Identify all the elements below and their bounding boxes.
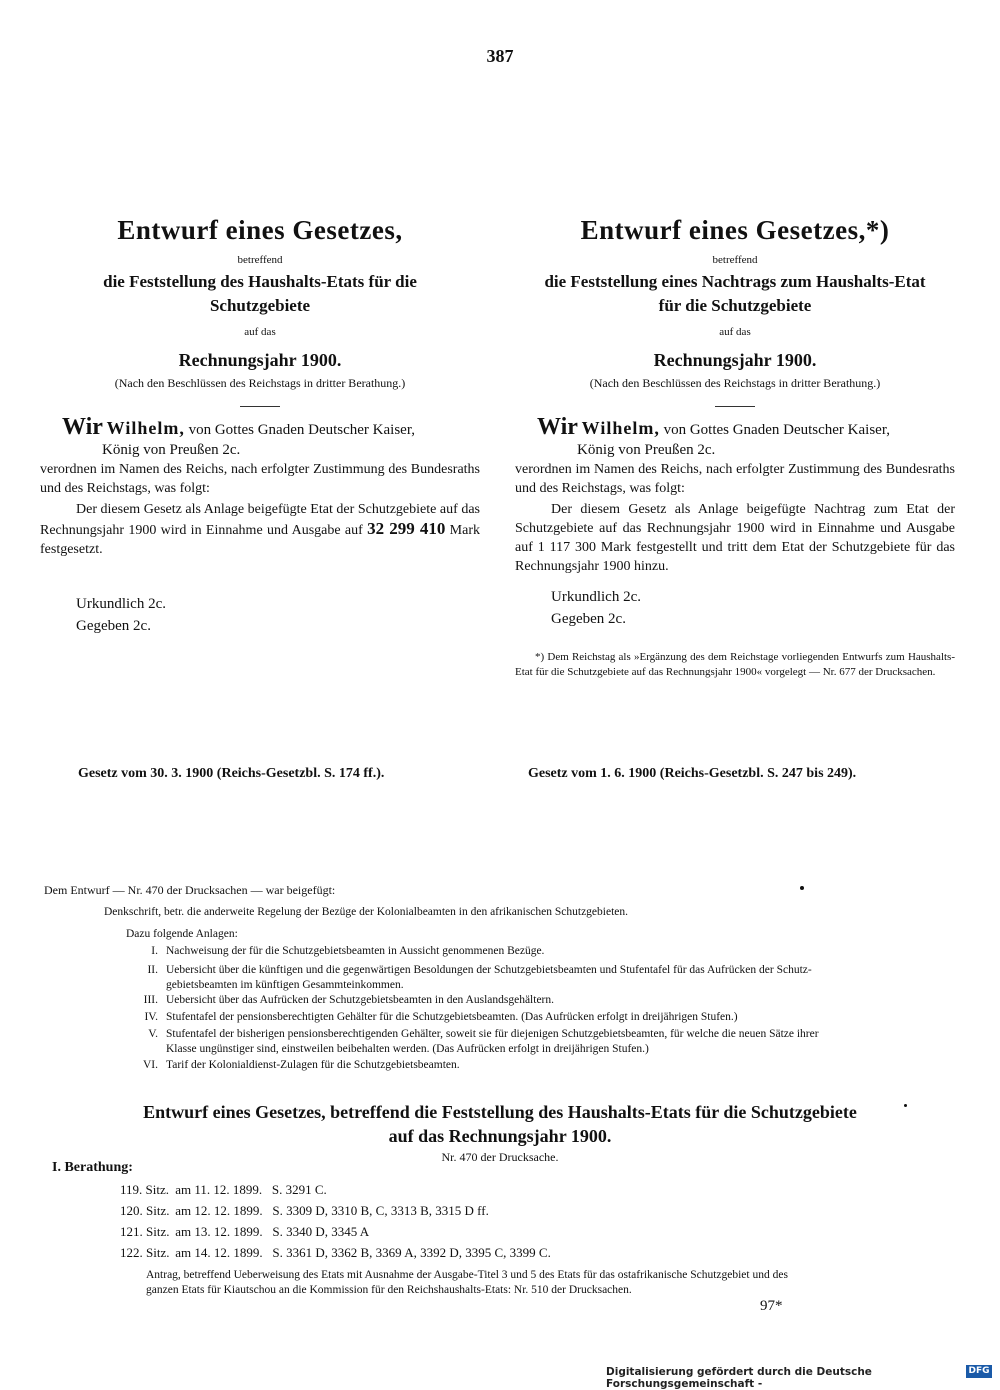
right-wir: Wir xyxy=(537,414,578,440)
left-wilhelm: Wilhelm, xyxy=(106,418,185,438)
right-auf-das: auf das xyxy=(719,326,751,338)
entwurf-heading-line-1: Entwurf eines Gesetzes, betreffend die Feststellung des Haushalts-Etats für die Schutzgebiete xyxy=(143,1102,857,1122)
left-year: Rechnungsjahr 1900. xyxy=(178,350,342,370)
drucksache-ref: Nr. 470 der Drucksache. xyxy=(441,1150,559,1164)
left-subject-line-2: Schutzgebiete xyxy=(209,296,311,315)
sitzung-pages: S. 3309 D, 3310 B, C, 3313 B, 3315 D ff. xyxy=(272,1203,489,1218)
dfg-logo: DFG xyxy=(966,1365,992,1378)
sitzung-date: am 13. 12. 1899. xyxy=(175,1224,263,1239)
right-paragraph: Der diesem Gesetz als Anlage beigefügte Nachtrag zum Etat der Schutzgebiete auf das Rechnungsjahr 1900 wird in Einnahme und Ausgabe auf 1 117 300 Mark festgestellt und tritt dem Etat der Schutzgebiete für das Rechnungsjahr 1900 hinzu. xyxy=(515,502,955,574)
sitzung-nr: 121. Sitz. xyxy=(120,1224,170,1239)
sitzung-pages: S. 3340 D, 3345 A xyxy=(272,1224,370,1239)
left-amount: 32 299 410 xyxy=(367,519,446,538)
sitzung-nr: 119. Sitz. xyxy=(120,1182,169,1197)
sitzung-pages: S. 3291 C. xyxy=(271,1182,327,1197)
anlage-number: III. xyxy=(143,994,158,1006)
left-subject xyxy=(40,270,480,318)
sitzung-date: am 12. 12. 1899. xyxy=(175,1203,263,1218)
signature-mark: 97* xyxy=(760,1298,783,1314)
right-wir-line xyxy=(515,414,955,440)
left-verordnen: verordnen im Namen des Reichs, nach erfolgter Zustimmung des Bundesraths und des Reichstags, was folgt: xyxy=(40,462,480,496)
anlage-text: Stufentafel der pensionsberechtigten Gehälter für die Schutzgebietsbeamten. (Das Aufrücken erfolgt in dreijährigen Stufen.) xyxy=(166,1011,738,1023)
left-column xyxy=(40,210,480,637)
antrag-paragraph xyxy=(146,1268,956,1298)
anlagen-label: Dazu folgende Anlagen: xyxy=(126,928,238,940)
right-gegeben: Gegeben 2c. xyxy=(551,611,626,627)
right-column xyxy=(515,210,955,680)
left-gegeben: Gegeben 2c. xyxy=(76,618,151,634)
right-divider xyxy=(715,406,755,407)
left-urkundlich: Urkundlich 2c. xyxy=(76,596,166,612)
anlage-text: Uebersicht über das Aufrücken der Schutzgebietsbeamten in den Auslandsgehältern. xyxy=(166,994,555,1006)
right-subject-line-1: die Feststellung eines Nachtrags zum Haushalts-Etat xyxy=(544,272,926,291)
anlage-item xyxy=(134,1010,954,1025)
anlage-number: I. xyxy=(151,945,158,957)
sitzung-nr: 120. Sitz. xyxy=(120,1203,170,1218)
anlage-item xyxy=(134,944,954,959)
anlage-text-cont: Klasse ungünstiger sind, einstweilen beibehalten werden. (Das Aufrücken erfolgt in dreijährigen Stufen.) xyxy=(166,1043,649,1055)
left-paragraph xyxy=(40,500,480,559)
antrag-line: Antrag, betreffend Ueberweisung des Etats mit Ausnahme der Ausgabe-Titel 3 und 5 des Etats für das ostafrikanische Schutzgebiet und des xyxy=(146,1269,788,1281)
berathung-label: I. Berathung: xyxy=(52,1160,133,1175)
anlage-item xyxy=(134,993,954,1008)
left-note: (Nach den Beschlüssen des Reichstags in dritter Berathung.) xyxy=(114,376,406,390)
anlage-number: IV. xyxy=(144,1011,158,1023)
right-note: (Nach den Beschlüssen des Reichstags in dritter Berathung.) xyxy=(589,376,881,390)
left-divider xyxy=(240,406,280,407)
anlage-number: VI. xyxy=(142,1059,158,1071)
right-urkundlich: Urkundlich 2c. xyxy=(551,589,641,605)
anlage-number: V. xyxy=(148,1028,158,1040)
anlage-number: II. xyxy=(147,964,158,976)
right-law-reference: Gesetz vom 1. 6. 1900 (Reichs-Gesetzbl. S. 247 bis 249). xyxy=(528,766,857,781)
right-year: Rechnungsjahr 1900. xyxy=(653,350,817,370)
right-verordnen: verordnen im Namen des Reichs, nach erfolgter Zustimmung des Bundesraths und des Reichstags, was folgt: xyxy=(515,462,955,496)
left-wir-line xyxy=(40,414,480,440)
left-wir-line-2: König von Preußen 2c. xyxy=(102,442,241,458)
right-wilhelm: Wilhelm, xyxy=(581,418,660,438)
anlage-text: Nachweisung der für die Schutzgebietsbeamten in Aussicht genommenen Bezüge. xyxy=(166,945,545,957)
anlage-text: Tarif der Kolonialdienst-Zulagen für die Schutzgebietsbeamten. xyxy=(166,1059,460,1071)
right-subject-line-2: für die Schutzgebiete xyxy=(658,296,812,315)
left-paragraph-a: Der diesem Gesetz als Anlage beigefügte Etat der Schutzgebiete auf das Rechnungsjahr 1900 wird in Einnahme und Ausgabe auf xyxy=(40,502,480,538)
anlage-item xyxy=(134,963,954,993)
left-paragraph-b: Mark festgesetzt. xyxy=(40,523,480,557)
denkschrift-line: Denkschrift, betr. die anderweite Regelung der Bezüge der Kolonialbeamten in den afrikanischen Schutzgebieten. xyxy=(104,906,629,918)
ink-dot xyxy=(904,1104,907,1107)
sitzung-row xyxy=(120,1203,489,1219)
antrag-line: ganzen Etats für Kiautschou an die Kommission für den Reichshaushalts-Etats: Nr. 510 der Drucksachen. xyxy=(146,1284,632,1296)
sitzung-date: am 11. 12. 1899. xyxy=(175,1182,263,1197)
sitzung-row xyxy=(120,1182,327,1198)
left-wir-rest: von Gottes Gnaden Deutscher Kaiser, xyxy=(188,422,415,438)
anlage-text: Uebersicht über die künftigen und die gegenwärtigen Besoldungen der Schutzgebietsbeamten und Stufentafel für das Aufrücken der Schutz- xyxy=(166,964,812,976)
anlage-item xyxy=(134,1027,954,1057)
left-betreffend: betreffend xyxy=(237,254,283,266)
right-subject xyxy=(515,270,955,318)
right-betreffend: betreffend xyxy=(712,254,758,266)
sitzung-nr: 122. Sitz. xyxy=(120,1245,170,1260)
page-number: 387 xyxy=(486,46,514,66)
anlage-item xyxy=(134,1058,954,1073)
sitzung-date: am 14. 12. 1899. xyxy=(175,1245,263,1260)
right-wir-rest: von Gottes Gnaden Deutscher Kaiser, xyxy=(663,422,890,438)
right-title: Entwurf eines Gesetzes,*) xyxy=(580,215,890,245)
entwurf-heading-line-2: auf das Rechnungsjahr 1900. xyxy=(388,1126,612,1146)
left-title: Entwurf eines Gesetzes, xyxy=(117,215,403,245)
anlage-text-cont: gebietsbeamten im künftigen Gesammteinkommen. xyxy=(166,979,404,991)
sitzung-row xyxy=(120,1245,551,1261)
right-footnote: *) Dem Reichstag als »Ergänzung des dem Reichstage vorliegenden Entwurfs zum Haushalts-Etat für die Schutzgebiete auf das Rechnungsjahr 1900« vorgelegt — Nr. 677 der Drucksachen. xyxy=(515,651,955,678)
left-auf-das: auf das xyxy=(244,326,276,338)
left-law-reference: Gesetz vom 30. 3. 1900 (Reichs-Gesetzbl. S. 174 ff.). xyxy=(78,766,385,781)
attachments-intro: Dem Entwurf — Nr. 470 der Drucksachen — war beigefügt: xyxy=(44,883,336,897)
anlage-text: Stufentafel der bisherigen pensionsberechtigenden Gehälter, soweit sie für diejenigen Schutzgebietsbeamten, für welche die neuen Sätze ihrer xyxy=(166,1028,819,1040)
right-wir-line-2: König von Preußen 2c. xyxy=(577,442,716,458)
left-subject-line-1: die Feststellung des Haushalts-Etats für die xyxy=(103,272,417,291)
sitzung-pages: S. 3361 D, 3362 B, 3369 A, 3392 D, 3395 C, 3399 C. xyxy=(272,1245,551,1260)
sitzung-row xyxy=(120,1224,369,1240)
left-wir: Wir xyxy=(62,414,103,440)
ink-dot xyxy=(800,886,804,890)
digitization-credit: Digitalisierung gefördert durch die Deutsche Forschungsgemeinschaft - xyxy=(606,1366,872,1390)
